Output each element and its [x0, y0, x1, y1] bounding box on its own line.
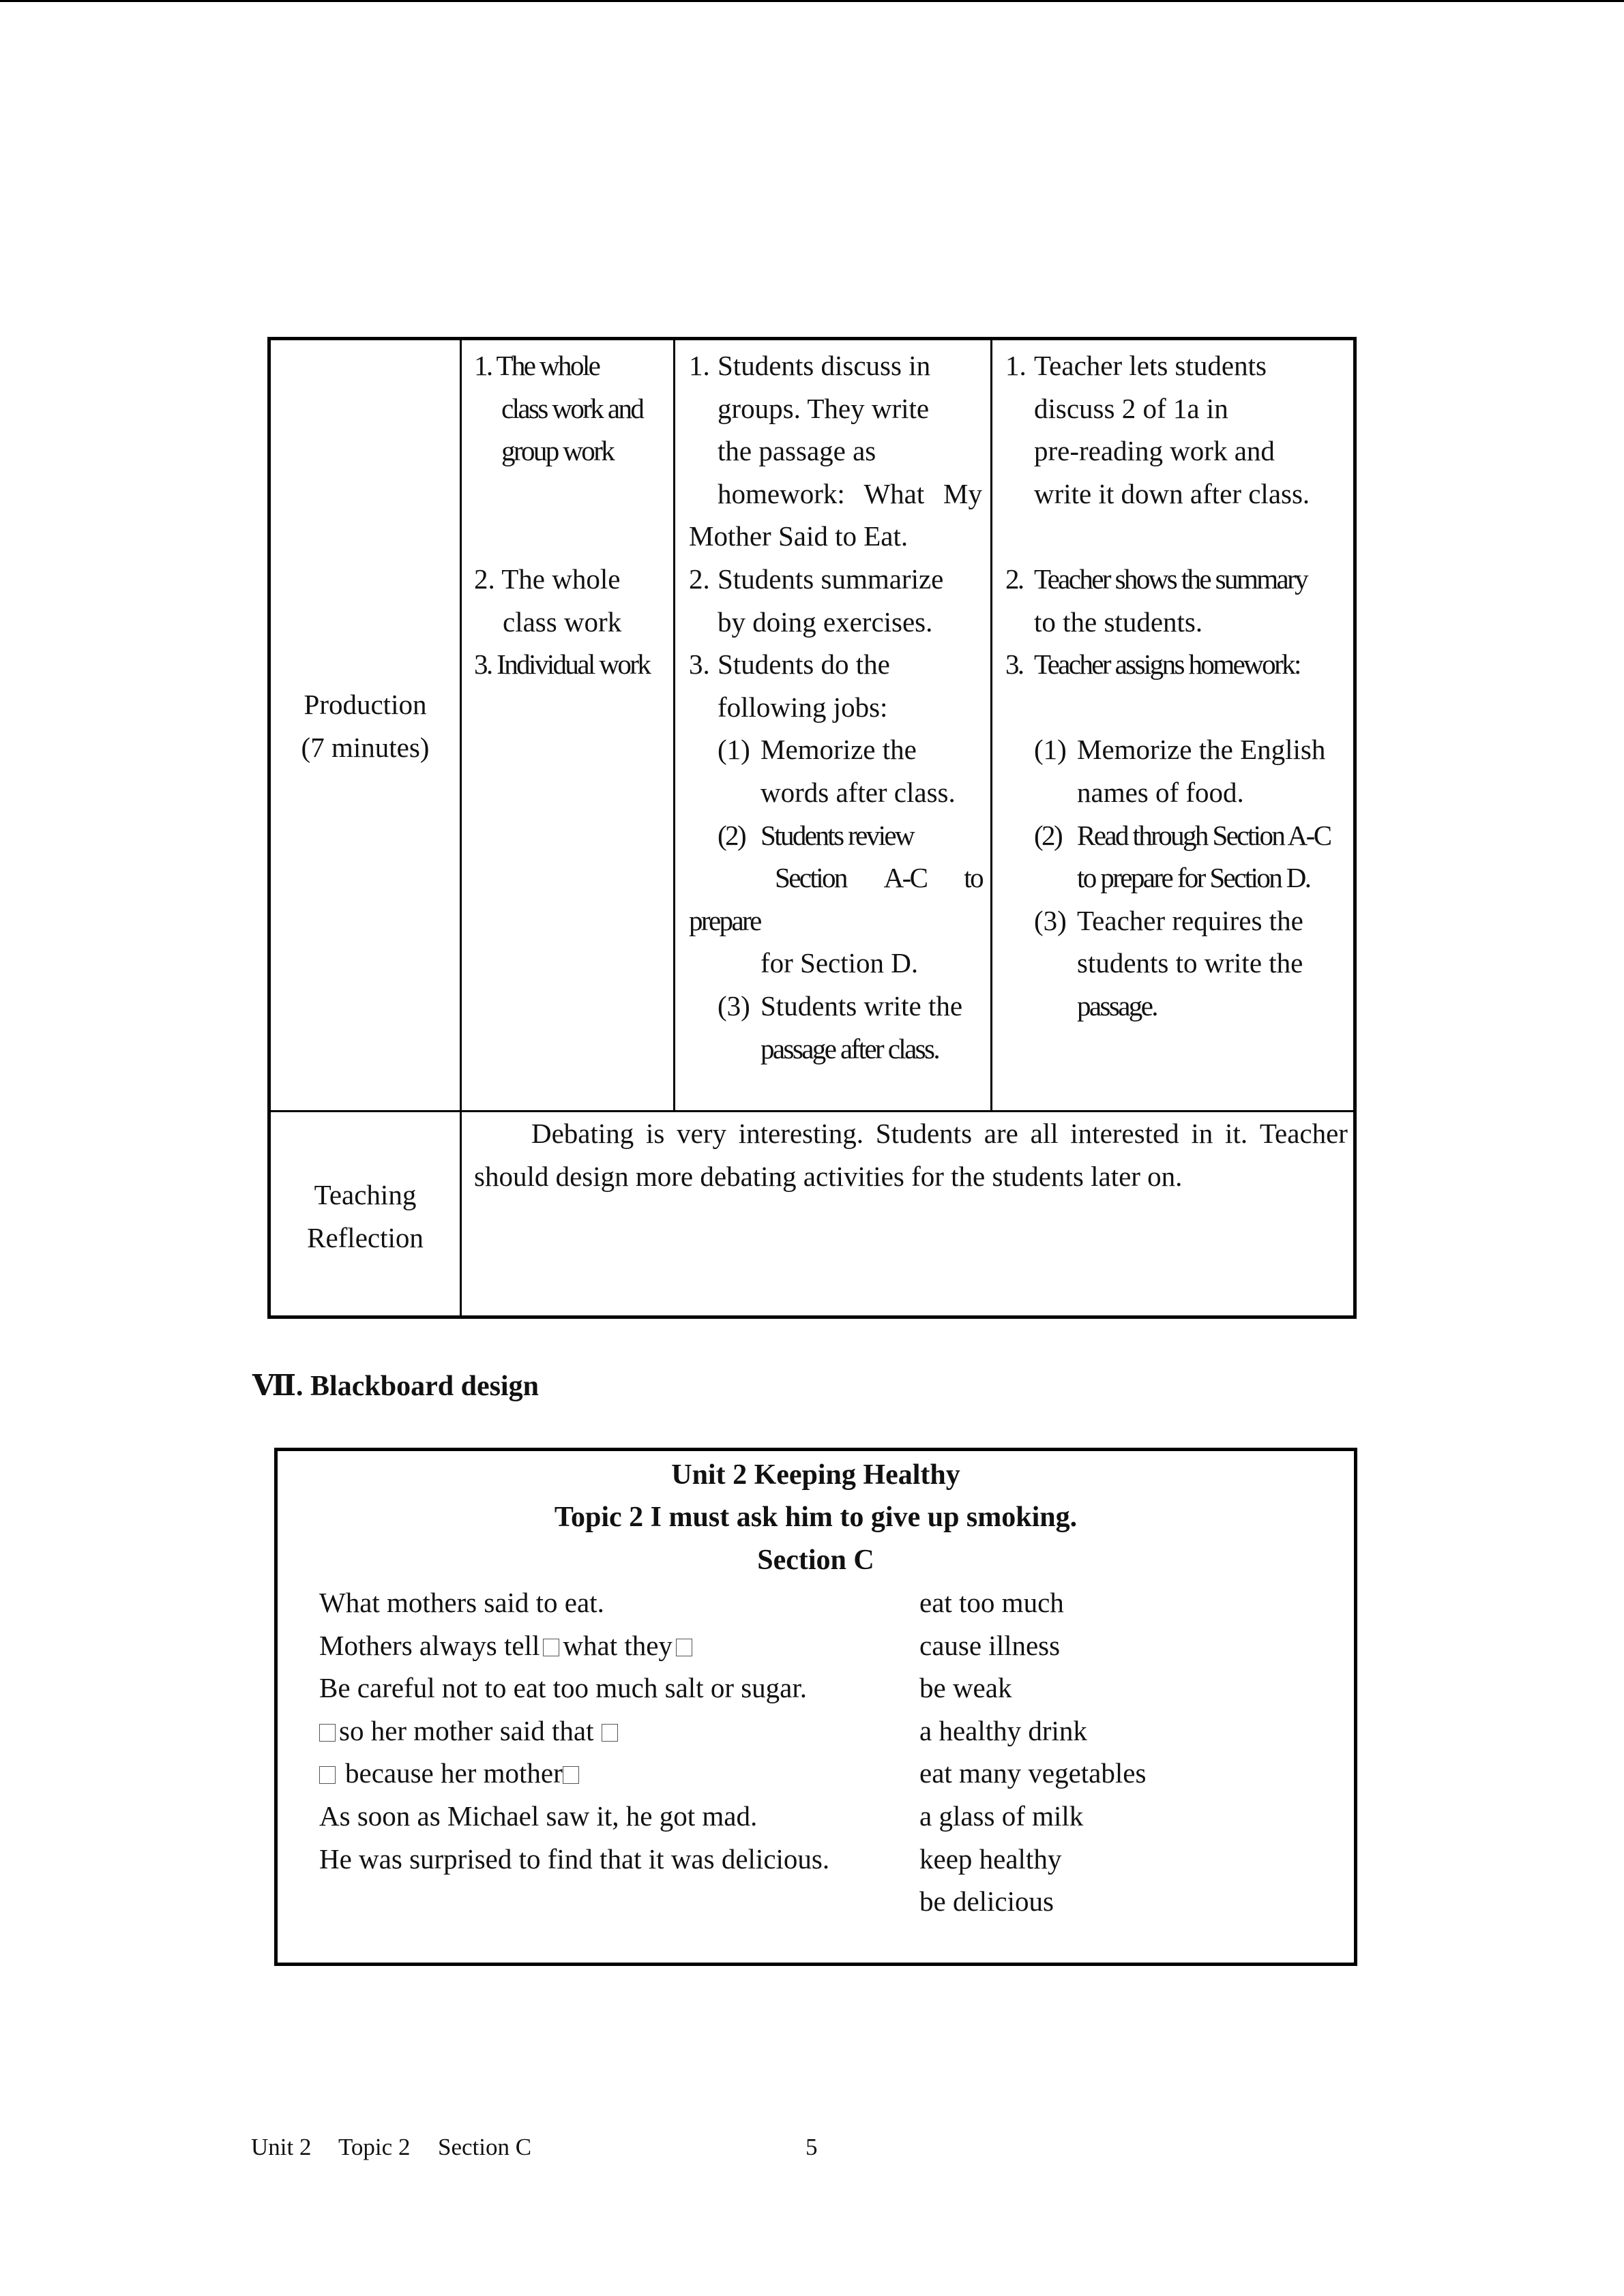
word: A-C: [883, 862, 927, 894]
teacher-activity-line: names of food.: [1077, 776, 1244, 808]
teacher-activity-line: passage.: [1077, 989, 1157, 1022]
mode-item-line: class work: [503, 606, 622, 638]
stage-name: Production: [304, 689, 427, 720]
phrase-item: eat many vegetables: [919, 1757, 1147, 1789]
reflection-row: [271, 1112, 1353, 1315]
list-number: 2.: [1005, 563, 1023, 595]
phrase-item: be weak: [919, 1672, 1012, 1704]
teacher-activity-cell: [1005, 344, 1350, 1028]
student-activity-line: Students do the: [718, 648, 890, 681]
sub-number: (1): [1034, 734, 1067, 766]
student-activity-line: Students discuss in: [718, 350, 931, 381]
teacher-activity-line: Teacher shows the summary: [1034, 563, 1308, 595]
student-activity-line: by doing exercises.: [718, 606, 933, 638]
phrase-item: a glass of milk: [919, 1800, 1084, 1832]
word: are: [984, 1118, 1018, 1149]
phrase: what they: [563, 1629, 673, 1661]
blank-box-icon: [319, 1766, 336, 1784]
teacher-activity-line: Teacher requires the: [1077, 904, 1303, 936]
word: interested: [1070, 1118, 1179, 1149]
word: What: [863, 477, 925, 509]
student-activity-line: Students summarize: [718, 563, 944, 595]
label-line: Teaching: [314, 1179, 417, 1210]
phrase-item: keep healthy: [919, 1843, 1062, 1875]
student-activity-line: Mother Said to Eat.: [689, 520, 909, 552]
phrase-item: cause illness: [919, 1629, 1061, 1661]
sub-number: (2): [718, 819, 745, 851]
reflection-label: [271, 1174, 460, 1259]
phrase-item: a healthy drink: [919, 1714, 1087, 1746]
production-row: [271, 340, 1353, 1112]
board-line: As soon as Michael saw it, he got mad.: [319, 1800, 758, 1832]
column-divider: [460, 340, 462, 1110]
word: homework:: [718, 477, 845, 509]
board-line: [319, 1710, 906, 1753]
board-section: Section C: [757, 1545, 874, 1576]
mode-item-line: group work: [501, 435, 614, 467]
phrase-item: eat too much: [919, 1587, 1064, 1618]
phrase: so her mother said that: [339, 1714, 594, 1746]
student-activity-line: words after class.: [761, 776, 956, 808]
board-line: What mothers said to eat.: [319, 1587, 604, 1618]
teacher-activity-line: to the students.: [1034, 606, 1203, 638]
reflection-line: should design more debating activities for the students later on.: [474, 1160, 1183, 1192]
teacher-activity-line: Memorize the English: [1077, 734, 1326, 766]
word: Section: [775, 862, 846, 894]
reflection-line: [474, 1112, 1348, 1155]
footer-section: Section C: [438, 2134, 532, 2160]
teacher-activity-line: Read through Section A-C: [1077, 819, 1331, 851]
word: Teacher: [1259, 1118, 1348, 1149]
phrase: Mothers always tell: [319, 1629, 540, 1661]
blank-box-icon: [543, 1639, 559, 1656]
student-activity-cell: [689, 344, 982, 1070]
page-number: 5: [806, 2134, 818, 2160]
board-left-column: [319, 1581, 906, 1880]
student-activity-line: [689, 473, 982, 516]
list-number: 1.: [689, 350, 710, 381]
word: very: [677, 1118, 726, 1149]
word: Debating: [531, 1118, 634, 1149]
label-line: Reflection: [307, 1221, 424, 1253]
list-number: 2.: [689, 563, 710, 595]
word: My: [943, 477, 982, 509]
student-activity-line: passage after class.: [761, 1032, 939, 1064]
list-number: 1.: [1005, 350, 1027, 381]
phrase-item: be delicious: [919, 1885, 1054, 1918]
word: interesting.: [738, 1118, 864, 1149]
sub-number: (1): [718, 734, 750, 766]
student-activity-line: Students write the: [761, 989, 963, 1022]
sub-number: (3): [718, 989, 750, 1022]
teacher-activity-line: write it down after class.: [1034, 477, 1310, 509]
student-activity-line: Memorize the: [761, 734, 917, 766]
word: all: [1030, 1118, 1059, 1149]
lesson-table: [267, 337, 1357, 1319]
board-line: He was surprised to find that it was delicious.: [319, 1843, 830, 1875]
footer-topic: Topic 2: [338, 2134, 411, 2160]
student-activity-line: for Section D.: [761, 947, 919, 979]
board-line: [319, 1752, 906, 1795]
blackboard-box: [274, 1448, 1357, 1966]
board-line: [319, 1624, 906, 1667]
blank-box-icon: [602, 1724, 618, 1742]
mode-item: 2. The whole: [474, 563, 621, 595]
board-line: Be careful not to eat too much salt or sugar.: [319, 1672, 808, 1704]
blank-box-icon: [563, 1766, 579, 1784]
mode-item: 3. Individual work: [474, 648, 650, 681]
blank-box-icon: [676, 1639, 692, 1656]
word: in: [1191, 1118, 1213, 1149]
stage-label: [271, 683, 460, 769]
word: to: [964, 862, 982, 894]
board-title: Unit 2 Keeping Healthy: [671, 1459, 960, 1491]
top-rule: [0, 0, 1624, 2]
student-activity-line: following jobs:: [718, 691, 888, 723]
board-topic: Topic 2 I must ask him to give up smoking.: [554, 1502, 1078, 1533]
teacher-activity-line: Teacher assigns homework:: [1034, 648, 1300, 681]
board-right-column: [919, 1581, 1329, 1923]
sub-number: (2): [1034, 819, 1062, 851]
teacher-activity-line: discuss 2 of 1a in: [1034, 392, 1228, 424]
footer-unit: Unit 2: [251, 2134, 312, 2160]
sub-number: (3): [1034, 904, 1067, 936]
blank-box-icon: [319, 1724, 336, 1742]
mode-item-line: class work and: [501, 392, 643, 424]
student-activity-line: the passage as: [718, 435, 876, 467]
teacher-activity-line: Teacher lets students: [1034, 350, 1267, 381]
teacher-activity-line: pre-reading work and: [1034, 435, 1275, 467]
phrase: because her mother: [345, 1757, 563, 1789]
student-activity-line: [689, 856, 982, 899]
word: Students: [875, 1118, 973, 1149]
list-number: 3.: [1005, 648, 1023, 681]
column-divider: [460, 1112, 462, 1315]
reflection-text: [474, 1112, 1348, 1197]
column-divider: [990, 340, 992, 1110]
student-activity-line: groups. They write: [718, 392, 930, 424]
teacher-activity-line: to prepare for Section D.: [1077, 862, 1310, 894]
word: is: [646, 1118, 665, 1149]
column-divider: [673, 340, 675, 1110]
mode-item: 1. The whole: [474, 350, 600, 381]
stage-duration: (7 minutes): [301, 731, 430, 763]
interaction-mode-cell: [474, 344, 669, 686]
teacher-activity-line: students to write the: [1077, 947, 1303, 979]
student-activity-line: Students review: [761, 819, 914, 851]
student-activity-line: prepare: [689, 904, 761, 936]
section-heading: Ⅶ. Blackboard design: [252, 1371, 539, 1402]
word: it.: [1225, 1118, 1248, 1149]
list-number: 3.: [689, 648, 710, 681]
